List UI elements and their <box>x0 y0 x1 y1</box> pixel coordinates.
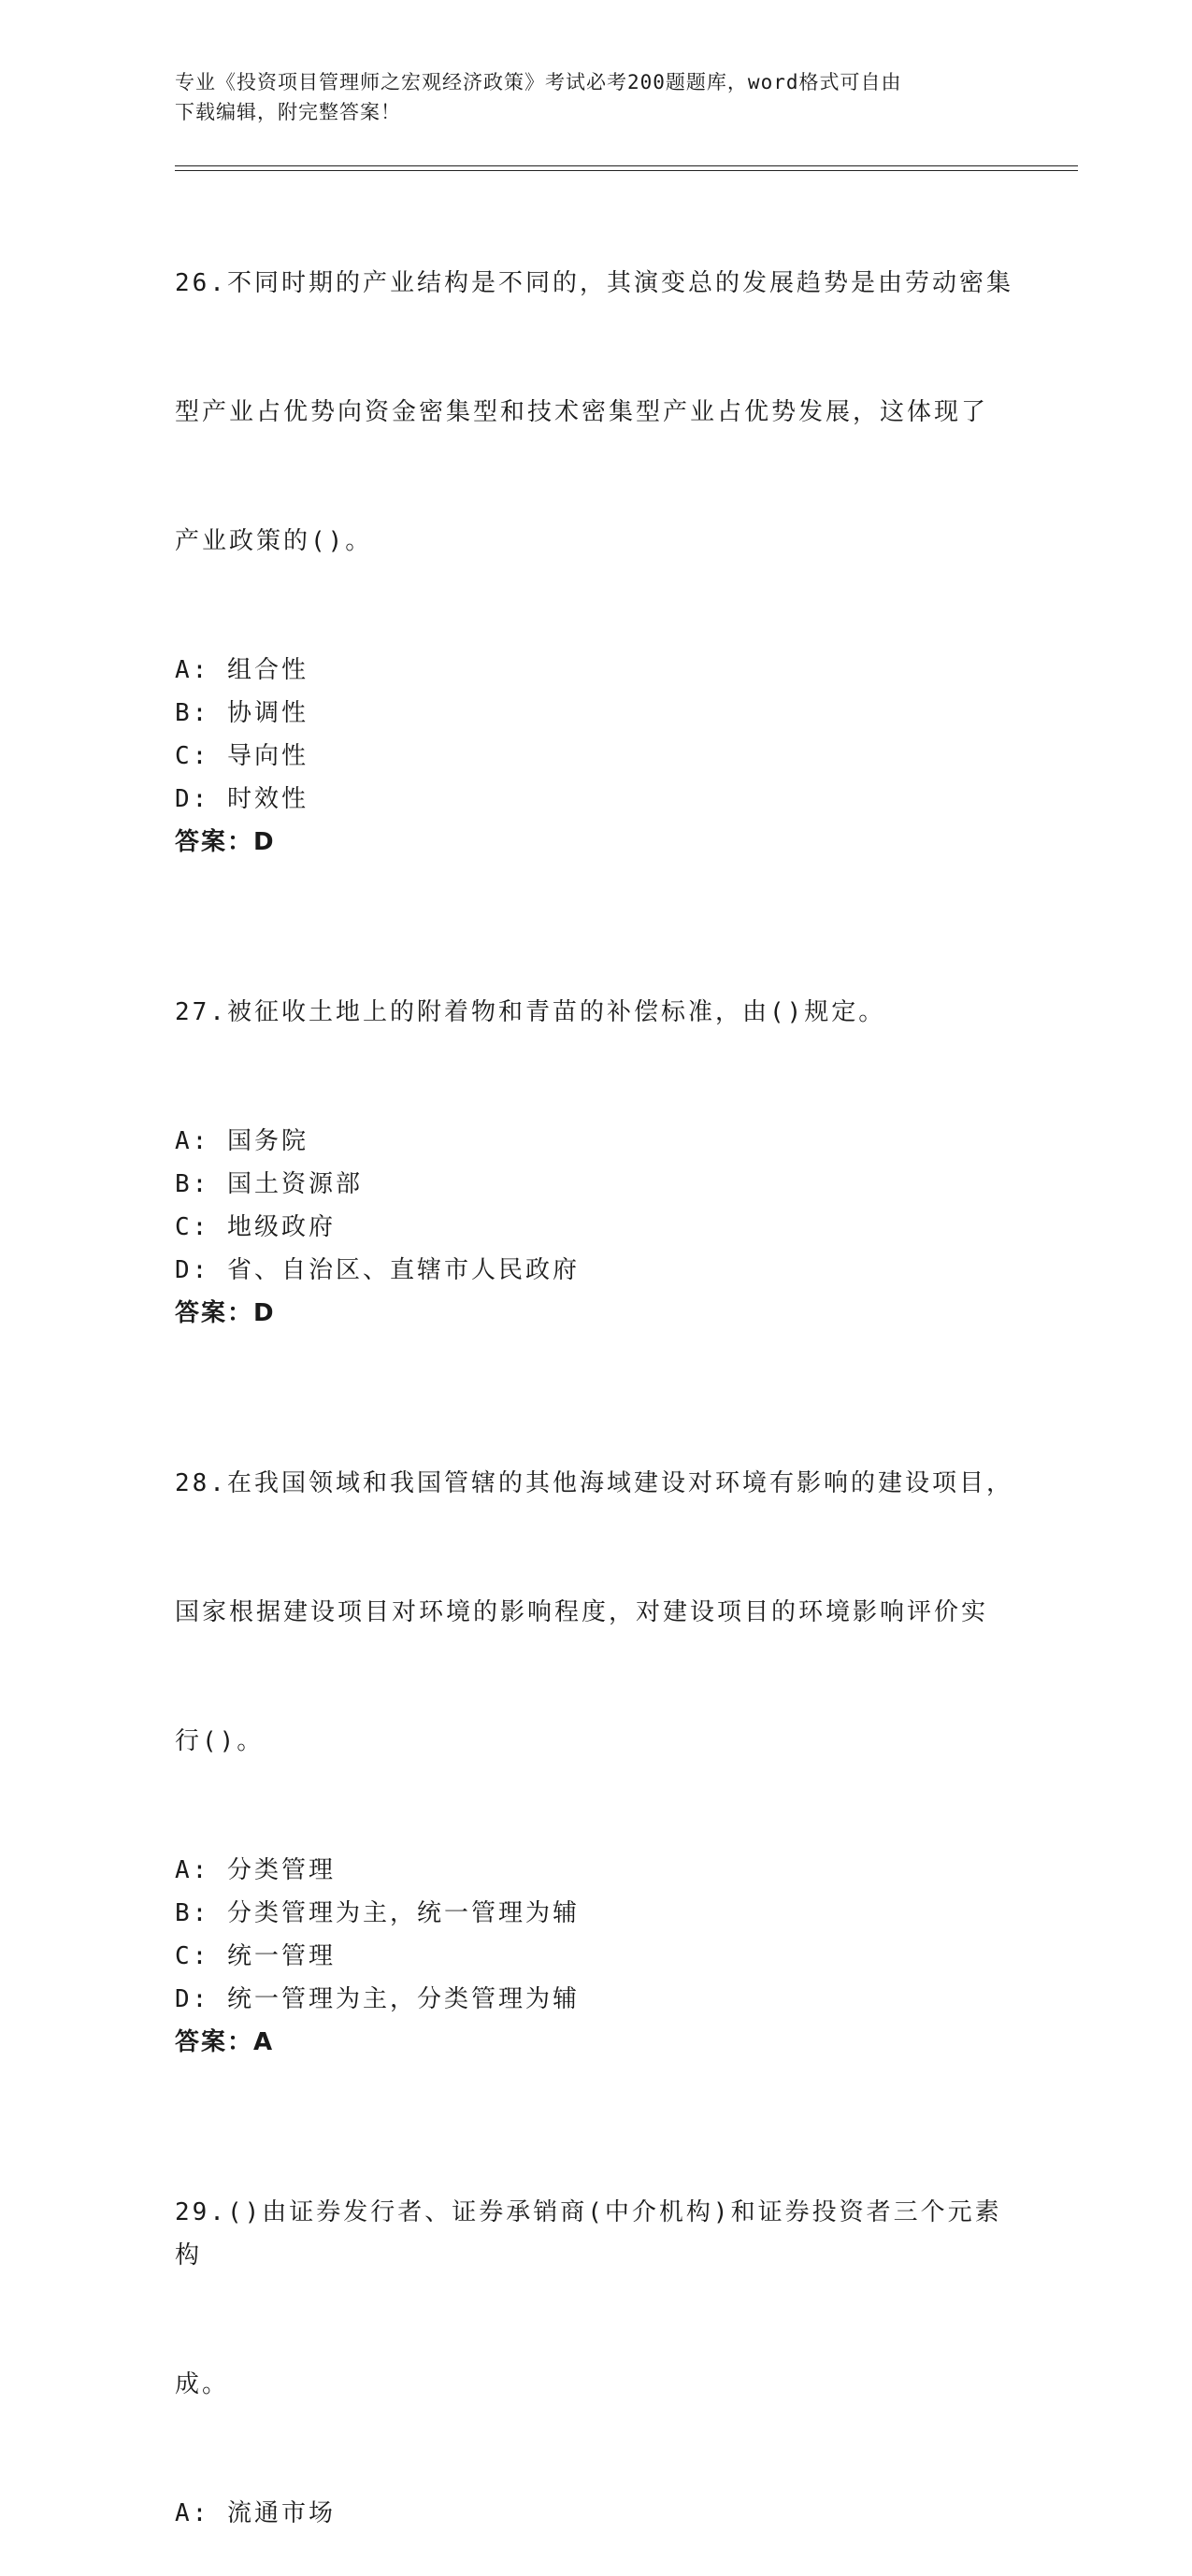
document-header <box>175 67 998 127</box>
stem-line: 国家根据建设项目对环境的影响程度，对建设项目的环境影响评价实 <box>175 1598 989 1626</box>
header-line-1: 专业《投资项目管理师之宏观经济政策》考试必考200题题库，word格式可自由 <box>175 71 902 93</box>
option-b: B: 国土资源部 <box>175 1170 363 1198</box>
question-stem <box>175 905 1016 1120</box>
header-divider-top <box>175 165 1078 166</box>
header-divider-bottom <box>175 170 1078 171</box>
option-a: A: 分类管理 <box>175 1856 336 1884</box>
stem-line: 26.不同时期的产业结构是不同的，其演变总的发展趋势是由劳动密集 <box>175 269 1013 297</box>
question-26 <box>175 176 1016 864</box>
stem-line: 29.()由证券发行者、证券承销商(中介机构)和证券投资者三个元素构 <box>175 2198 1002 2269</box>
question-29 <box>175 2105 1016 2535</box>
answer-label: 答案：D <box>175 828 276 856</box>
option-a: A: 国务院 <box>175 1127 309 1155</box>
stem-line: 型产业占优势向资金密集型和技术密集型产业占优势发展，这体现了 <box>175 398 989 426</box>
question-28 <box>175 1376 1016 2064</box>
question-stem <box>175 176 1016 649</box>
question-list <box>175 176 1016 2576</box>
answer-label: 答案：D <box>175 1299 276 1327</box>
question-27 <box>175 905 1016 1335</box>
option-b: B: 协调性 <box>175 699 309 727</box>
option-c: C: 地级政府 <box>175 1213 336 1241</box>
option-c: C: 导向性 <box>175 742 309 770</box>
option-a: A: 流通市场 <box>175 2499 336 2527</box>
question-stem <box>175 2105 1016 2492</box>
question-stem <box>175 1376 1016 1849</box>
stem-line: 27.被征收土地上的附着物和青苗的补偿标准，由()规定。 <box>175 998 886 1026</box>
stem-line: 28.在我国领域和我国管辖的其他海域建设对环境有影响的建设项目， <box>175 1469 1013 1497</box>
stem-line: 成。 <box>175 2370 230 2398</box>
answer-label: 答案：A <box>175 2028 275 2056</box>
option-a: A: 组合性 <box>175 656 309 684</box>
header-line-2: 下载编辑，附完整答案！ <box>175 101 401 123</box>
option-d: D: 时效性 <box>175 785 309 813</box>
stem-line: 行()。 <box>175 1727 265 1755</box>
option-b: B: 分类管理为主，统一管理为辅 <box>175 1899 580 1927</box>
option-d: D: 省、自治区、直辖市人民政府 <box>175 1256 580 1284</box>
stem-line: 产业政策的()。 <box>175 527 373 555</box>
option-c: C: 统一管理 <box>175 1942 336 1970</box>
option-d: D: 统一管理为主，分类管理为辅 <box>175 1985 580 2013</box>
